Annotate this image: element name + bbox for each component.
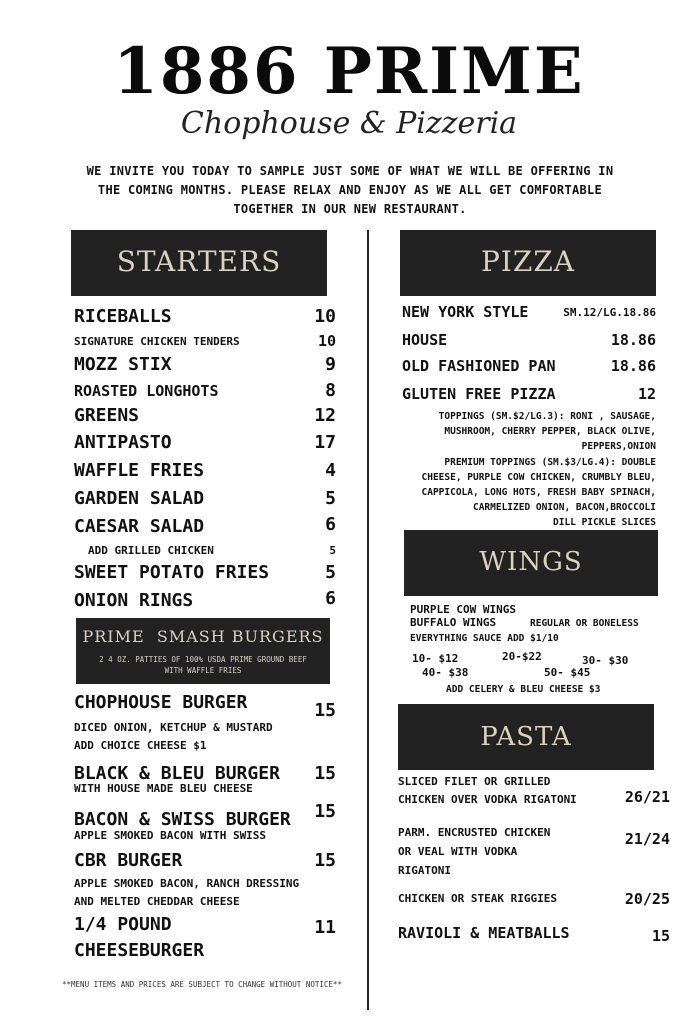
pasta-item-name: RAVIOLI & MEATBALLS (398, 924, 570, 942)
pizza-premium-line: CAPPICOLA, LONG HOTS, FRESH BABY SPINACH, (421, 487, 656, 498)
menu-item-price: 12 (314, 405, 336, 426)
menu-item-name: ADD GRILLED CHICKEN (88, 544, 214, 557)
pizza-item-name: HOUSE (402, 331, 448, 349)
pasta-heading: PASTA (398, 704, 654, 770)
wings-price: 30- $30 (582, 654, 629, 667)
pizza-item-price: 18.86 (610, 357, 656, 375)
burgers-banner (76, 618, 330, 684)
menu-item-name: SWEET POTATO FRIES (74, 562, 270, 583)
restaurant-subtitle: Chophouse & Pizzeria (180, 106, 518, 141)
wings-price: 10- $12 (412, 652, 459, 665)
wings-heading: WINGS (404, 530, 658, 596)
pizza-item-price: 18.86 (610, 331, 656, 349)
menu-item-price: 5 (329, 544, 336, 557)
menu-item-name: GREENS (74, 405, 140, 426)
pizza-item-name: OLD FASHIONED PAN (402, 357, 556, 375)
burger-price: 11 (314, 917, 336, 938)
pizza-item-name: NEW YORK STYLE (402, 303, 529, 321)
burger-description: WITH HOUSE MADE BLEU CHEESE (74, 782, 253, 795)
burgers-subheading (76, 654, 330, 676)
pasta-item-line: CHICKEN OVER VODKA RIGATONI (398, 793, 577, 806)
pasta-item-price: 26/21 (624, 788, 670, 806)
burger-price: 15 (314, 850, 336, 871)
menu-item-price: 6 (325, 514, 336, 535)
burger-price: 15 (314, 700, 336, 721)
burger-name: 1/4 POUND (74, 914, 172, 935)
menu-item-price: 10 (317, 332, 336, 350)
pasta-item-name: CHICKEN OR STEAK RIGGIES (398, 892, 557, 905)
intro-text (80, 162, 620, 219)
burger-price: 15 (314, 801, 336, 822)
restaurant-title: 1886 PRIME (113, 34, 585, 109)
pasta-item-price: 21/24 (624, 830, 670, 848)
pizza-premium-toppings (400, 455, 656, 530)
burger-name: BLACK & BLEU BURGER (74, 763, 280, 784)
wings-price: 50- $45 (544, 666, 591, 679)
burger-price: 15 (314, 763, 336, 784)
pizza-toppings-line: MUSHROOM, CHERRY PEPPER, BLACK OLIVE, (444, 426, 656, 437)
menu-item-price: 10 (314, 306, 336, 327)
burger-description: DICED ONION, KETCHUP & MUSTARD (74, 721, 273, 734)
pizza-premium-line: PREMIUM TOPPINGS (SM.$3/LG.4): DOUBLE (444, 457, 656, 468)
burger-name: BACON & SWISS BURGER (74, 809, 291, 830)
menu-item-name: GARDEN SALAD (74, 488, 205, 509)
burger-name: CHOPHOUSE BURGER (74, 692, 248, 713)
menu-item-price: 9 (325, 354, 336, 375)
menu-item-name: ROASTED LONGHOTS (74, 382, 219, 400)
pasta-item-name (398, 773, 577, 809)
wings-price: 40- $38 (422, 666, 469, 679)
starters-heading: STARTERS (71, 230, 327, 296)
pizza-item-price: 12 (637, 385, 656, 403)
wings-sauce: EVERYTHING SAUCE ADD $1/10 (410, 633, 559, 644)
burger-name: CBR BURGER (74, 850, 183, 871)
burger-description: AND MELTED CHEDDAR CHEESE (74, 895, 240, 908)
intro-line: TOGETHER IN OUR NEW RESTAURANT. (233, 202, 467, 216)
wings-option: REGULAR OR BONELESS (530, 618, 639, 629)
intro-line: THE COMING MONTHS. PLEASE RELAX AND ENJOY AS WE ALL GET COMFORTABLE (97, 183, 603, 197)
burger-name: CHEESEBURGER (74, 940, 205, 961)
pizza-premium-line: CARMELIZED ONION, BACON,BROCCOLI (472, 502, 656, 513)
menu-item-price: 6 (325, 588, 336, 609)
menu-item-price: 5 (325, 562, 336, 583)
menu-item-price: 5 (325, 488, 336, 509)
menu-item-name: RICEBALLS (74, 306, 172, 327)
column-divider (367, 230, 369, 1010)
wings-item: BUFFALO WINGS (410, 616, 497, 629)
menu-item-price: 17 (314, 432, 336, 453)
pasta-item-price: 15 (651, 927, 670, 945)
pasta-item-name (398, 823, 550, 880)
pizza-toppings-line: PEPPERS,ONION (581, 441, 656, 452)
burger-description: APPLE SMOKED BACON WITH SWISS (74, 829, 267, 842)
pizza-premium-line: CHEESE, PURPLE COW CHICKEN, CRUMBLY BLEU, (421, 472, 656, 483)
wings-item: PURPLE COW WINGS (410, 603, 516, 616)
pizza-item-name: GLUTEN FREE PIZZA (402, 385, 556, 403)
menu-item-name: MOZZ STIX (74, 354, 172, 375)
pasta-item-line: PARM. ENCRUSTED CHICKEN (398, 826, 551, 839)
burgers-subheading-line: 2 4 OZ. PATTIES OF 100% USDA PRIME GROUND BEEF (99, 655, 307, 664)
burger-description: APPLE SMOKED BACON, RANCH DRESSING (74, 877, 300, 890)
pasta-item-line: SLICED FILET OR GRILLED (398, 775, 551, 788)
pasta-item-line: OR VEAL WITH VODKA (398, 845, 518, 858)
footer-disclaimer: **MENU ITEMS AND PRICES ARE SUBJECT TO CHANGE WITHOUT NOTICE** (62, 980, 342, 989)
menu-item-name: WAFFLE FRIES (74, 460, 205, 481)
burger-description: ADD CHOICE CHEESE $1 (74, 739, 207, 752)
burgers-heading: PRIME SMASH BURGERS (82, 627, 324, 646)
pasta-item-line: RIGATONI (398, 864, 451, 877)
intro-line: WE INVITE YOU TODAY TO SAMPLE JUST SOME OF WHAT WE WILL BE OFFERING IN (86, 164, 614, 178)
menu-item-name: ONION RINGS (74, 590, 194, 611)
burgers-subheading-line: WITH WAFFLE FRIES (164, 666, 242, 675)
menu-item-price: 8 (325, 380, 336, 401)
pizza-heading: PIZZA (400, 230, 656, 296)
pizza-toppings (420, 409, 656, 454)
wings-price: 20-$22 (502, 650, 542, 663)
pasta-item-price: 20/25 (624, 890, 670, 908)
pizza-item-price: SM.12/LG.18.86 (563, 306, 656, 319)
menu-item-name: CAESAR SALAD (74, 516, 205, 537)
pizza-toppings-line: TOPPINGS (SM.$2/LG.3): RONI , SAUSAGE, (438, 411, 656, 422)
wings-celery: ADD CELERY & BLEU CHEESE $3 (446, 684, 601, 695)
menu-item-name: ANTIPASTO (74, 432, 172, 453)
menu-item-price: 4 (325, 460, 336, 481)
pizza-premium-line: DILL PICKLE SLICES (553, 517, 656, 528)
menu-item-name: SIGNATURE CHICKEN TENDERS (74, 335, 240, 348)
